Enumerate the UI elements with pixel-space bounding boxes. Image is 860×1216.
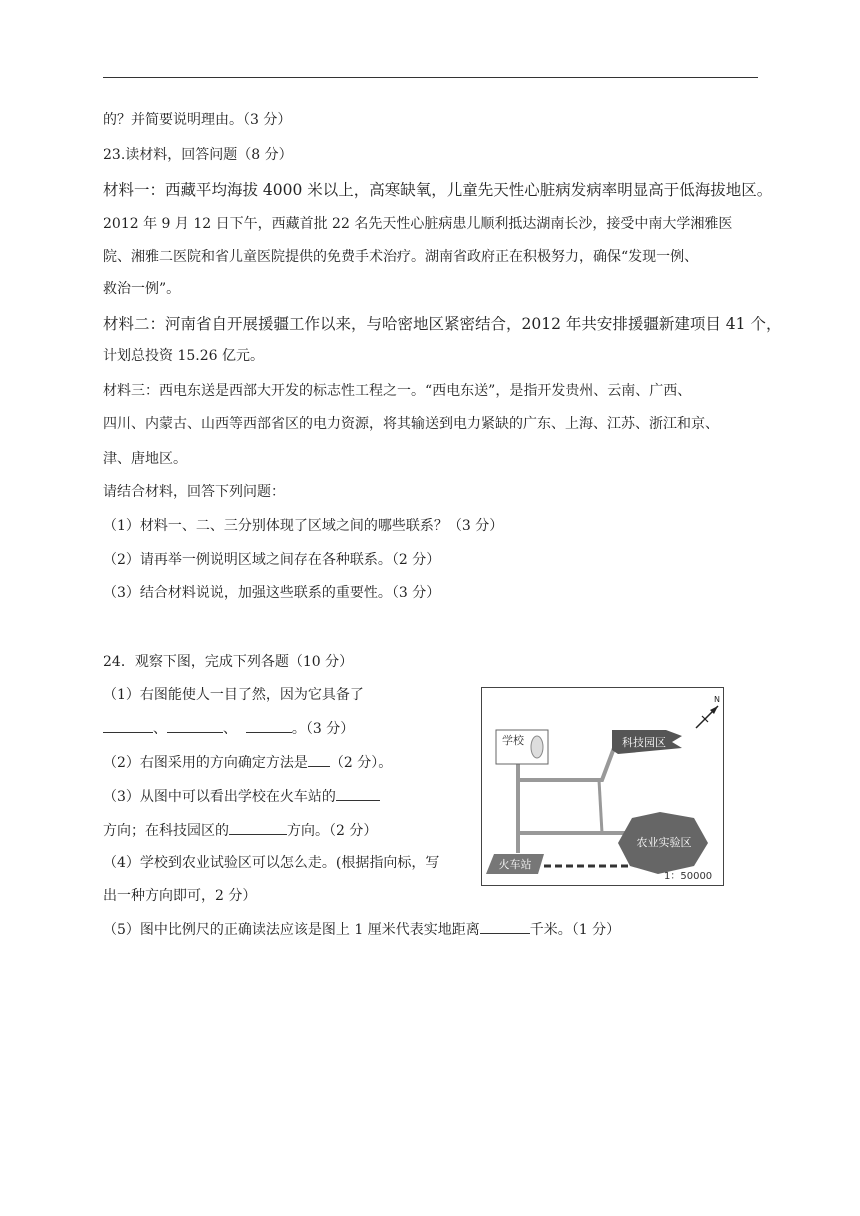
question-text: （3）从图中可以看出学校在火车站的 — [103, 789, 336, 805]
scale-label: 1：50000 — [664, 871, 713, 882]
sub-question — [103, 919, 620, 940]
school-emblem — [531, 736, 543, 758]
text-line: 的？并简要说明理由。（3 分） — [103, 112, 292, 128]
sub-question: 出一种方向即可，2 分） — [103, 888, 257, 904]
question-text: （2）右图采用的方向确定方法是 — [103, 755, 308, 771]
campus-map — [481, 687, 724, 886]
answer-blank[interactable] — [229, 820, 287, 835]
answer-blank[interactable] — [336, 786, 380, 801]
sub-question: （2）请再举一例说明区域之间存在各种联系。（2 分） — [103, 552, 441, 568]
sub-question — [103, 752, 392, 773]
separator: 、 — [153, 721, 167, 737]
instruction-line: 请结合材料，回答下列问题： — [103, 484, 285, 500]
sub-question: （1）材料一、二、三分别体现了区域之间的哪些联系？（3 分） — [103, 518, 504, 534]
north-label: N — [714, 695, 720, 704]
answer-blank[interactable] — [167, 718, 223, 733]
answer-blank[interactable] — [103, 718, 153, 733]
sub-question: （3）结合材料说说，加强这些联系的重要性。（3 分） — [103, 585, 441, 601]
answer-blank[interactable] — [480, 919, 530, 934]
header-rule — [103, 77, 758, 78]
map-graphic — [482, 688, 723, 885]
material-3-line: 材料三：西电东送是西部大开发的标志性工程之一。“西电东送”，是指开发贵州、云南、广西、 — [103, 383, 692, 399]
sub-question: （4）学校到农业试验区可以怎么走。(根据指向标，写 — [103, 855, 440, 871]
score-note: 方向。（2 分） — [287, 823, 378, 839]
question-text: 方向；在科技园区的 — [103, 823, 229, 839]
separator: 、 — [223, 721, 237, 737]
school-label: 学校 — [502, 734, 524, 747]
sub-question — [103, 820, 377, 841]
question-24-heading: 24．观察下图，完成下列各题（10 分） — [103, 654, 354, 670]
sub-question — [103, 718, 354, 739]
material-2-line: 材料二：河南省自开展援疆工作以来，与哈密地区紧密结合，2012 年共安排援疆新建项目 41 个， — [103, 315, 782, 333]
answer-blank[interactable] — [246, 718, 292, 733]
answer-blank[interactable] — [308, 752, 330, 767]
material-1-line: 救治一例”。 — [103, 281, 181, 297]
road — [599, 780, 602, 833]
score-note: （2 分）。 — [329, 755, 393, 771]
agri-zone-label: 农业实验区 — [636, 836, 692, 849]
material-2-line: 计划总投资 15.26 亿元。 — [103, 348, 264, 364]
material-1-line: 2012 年 9 月 12 日下午，西藏首批 22 名先天性心脏病患儿顺利抵达湖南长沙，接受中南大学湘雅医 — [103, 216, 733, 232]
material-3-line: 四川、内蒙古、山西等西部省区的电力资源，将其输送到电力紧缺的广东、上海、江苏、浙江和京、 — [103, 416, 719, 432]
material-3-line: 津、唐地区。 — [103, 451, 187, 467]
sub-question — [103, 786, 380, 807]
material-1-line: 材料一：西藏平均海拔 4000 米以上，高寒缺氧，儿童先天性心脏病发病率明显高于低海拔地区。 — [103, 181, 773, 199]
question-text: （5）图中比例尺的正确读法应该是图上 1 厘米代表实地距离 — [103, 922, 480, 938]
tech-park-label: 科技园区 — [622, 736, 666, 749]
sub-question: （1）右图能使人一目了然，因为它具备了 — [103, 687, 364, 703]
question-23-heading: 23.读材料，回答问题（8 分） — [103, 147, 293, 163]
score-note: 千米。（1 分） — [529, 922, 621, 938]
material-1-line: 院、湘雅二医院和省儿童医院提供的免费手术治疗。湖南省政府正在积极努力，确保“发现一例、 — [103, 249, 699, 265]
station-label: 火车站 — [498, 858, 532, 871]
score-note: 。（3 分） — [291, 721, 355, 737]
